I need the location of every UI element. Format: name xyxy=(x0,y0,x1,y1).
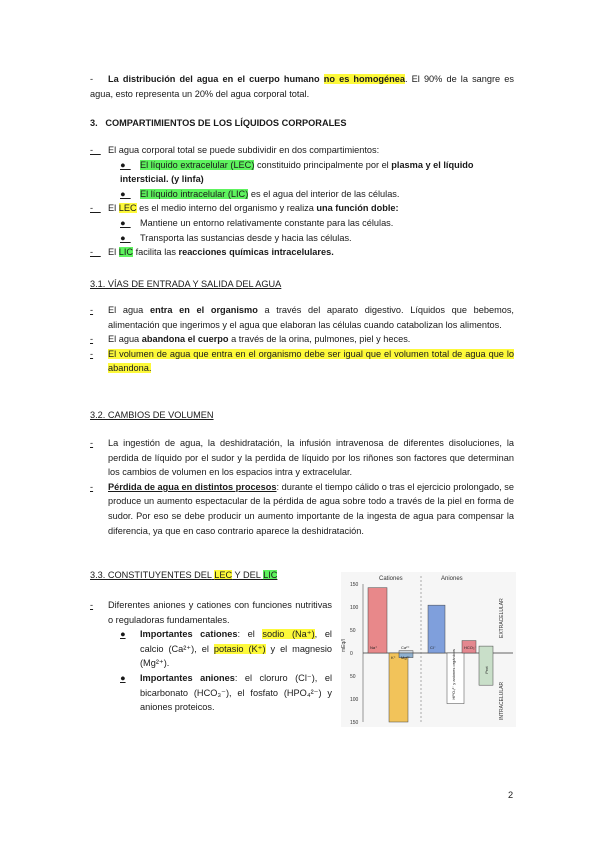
section-31-body xyxy=(90,303,514,376)
chart-tick-label: 150 xyxy=(350,720,359,726)
section-32-title: 3.2. CAMBIOS DE VOLUMEN xyxy=(90,410,214,420)
s33-p1: - Diferentes aniones y cationes con funciones nutritivas o reguladoras fundamentales. xyxy=(90,600,332,625)
s32-p1: - La ingestión de agua, la deshidratación, la infusión intravenosa de diferentes disoluciones, la perdida de líquido por el sudor y la perdida de líquido por los riñones son factores que determinan los cambios de volumen en los espacios intra y extracelular. xyxy=(90,438,514,478)
chart-bar-label: HCO₃⁻ xyxy=(464,645,477,650)
chart-title-cationes: Cationes xyxy=(379,576,403,582)
section-32-body xyxy=(90,436,514,538)
chart-tick-label: 100 xyxy=(350,605,359,611)
chart-bar xyxy=(368,588,387,653)
chart-bar-label: Prot xyxy=(484,666,489,674)
chart-tick-label: 50 xyxy=(350,628,356,634)
s3-bullet-1: ● El líquido extracelular (LEC) constituido principalmente por el plasma y el líquido intersticial. (y linfa) xyxy=(120,159,474,185)
chart-title-aniones: Aniones xyxy=(441,576,463,582)
chart-bar xyxy=(399,651,413,653)
chart-bar-label: Cl⁻ xyxy=(430,645,436,650)
chart-bar-label: Na⁺ xyxy=(370,645,378,650)
electrolyte-chart-svg xyxy=(341,572,516,727)
chart-tick-label: 50 xyxy=(350,674,356,680)
chart-bar xyxy=(389,653,408,722)
chart-bar-label: K⁺ xyxy=(391,655,396,660)
s32-p2: - Pérdida de agua en distintos procesos: durante el tiempo cálido o tras el ejercicio prolongado, se produce un aumento espectacular de la pérdida de agua sobre todo a través de la piel en forma de sudor. Por eso se debe producir un aumento importante de la ingesta de agua para compensar la diferencia, ya que en caso contrario aparece la deshidratación. xyxy=(90,481,515,536)
s33-bullet-2: ● Importantes aniones: el cloruro (Cl⁻), el bicarbonato (HCO₃⁻), el fosfato (HPO₄²⁻) y aniones proteicos. xyxy=(120,672,332,713)
chart-side-extracelular: EXTRACELULAR xyxy=(499,598,505,638)
s31-p1: - El agua entra en el organismo a través del aparato digestivo. Líquidos que bebemos, alimentación que ingerimos y el agua que elaboran las células cuando catabolizan los alimentos. xyxy=(90,305,514,330)
section-3-title-text: COMPARTIMIENTOS DE LOS LÍQUIDOS CORPORALES xyxy=(105,118,347,128)
section-3-number: 3. xyxy=(90,118,98,128)
s31-p3: - El volumen de agua que entra en el organismo debe ser igual que el volumen total de agua que lo abandona. xyxy=(90,348,514,374)
section-33-title: 3.3. CONSTITUYENTES DEL LEC Y DEL LIC xyxy=(90,570,278,580)
s31-p2: - El agua abandona el cuerpo a través de la orina, pulmones, piel y heces. xyxy=(90,334,411,345)
chart-tick-label: 100 xyxy=(350,697,359,703)
section-3-body xyxy=(90,143,514,260)
chart-tick-label: 0 xyxy=(350,651,353,657)
section-33-body xyxy=(90,598,332,715)
s33-bullet-1: ● Importantes cationes: el sodio (Na⁺), el calcio (Ca²⁺), el potasio (K⁺) y el magnesio (Mg²⁺). xyxy=(120,629,333,669)
s3-p3: - El LIC facilita las reacciones químicas intracelulares. xyxy=(90,247,334,258)
s3-bullet-3: ● Mantiene un entorno relativamente constante para las células. xyxy=(120,217,394,228)
chart-bar-label: HPO₄²⁻ y aniones orgánicos xyxy=(451,649,456,700)
chart-bar-label: Ca²⁺ xyxy=(401,645,410,650)
s3-p1: - El agua corporal total se puede subdividir en dos compartimientos: xyxy=(90,145,380,155)
page-number: 2 xyxy=(508,790,514,800)
chart-bar xyxy=(479,646,493,685)
section-31-title: 3.1. VÍAS DE ENTRADA Y SALIDA DEL AGUA xyxy=(90,279,282,289)
chart-bar-label: Mg²⁺ xyxy=(401,655,410,660)
chart-ylabel: mEq/l xyxy=(341,639,347,652)
electrolyte-chart xyxy=(341,572,516,727)
intro-bold: La distribución del agua en el cuerpo humano xyxy=(108,74,320,84)
chart-tick-label: 150 xyxy=(350,582,359,588)
intro-paragraph: - La distribución del agua en el cuerpo humano no es homogénea. El 90% de la sangre es agua, esto representa un 20% del agua corporal total. xyxy=(90,74,514,99)
s3-bullet-2: ● El líquido intracelular (LIC) es el agua del interior de las células. xyxy=(120,188,400,199)
chart-side-intracelular: INTRACELULAR xyxy=(499,681,505,720)
intro-highlight: no es homogénea xyxy=(323,74,405,84)
s3-bullet-4: ● Transporta las sustancias desde y hacia las células. xyxy=(120,232,352,243)
s3-p2: - El LEC es el medio interno del organismo y realiza una función doble: xyxy=(90,203,399,214)
intro-rest: . El 90% de la sangre es agua, esto representa un 20% del agua corporal total. xyxy=(90,74,514,99)
section-3-title xyxy=(90,116,346,131)
